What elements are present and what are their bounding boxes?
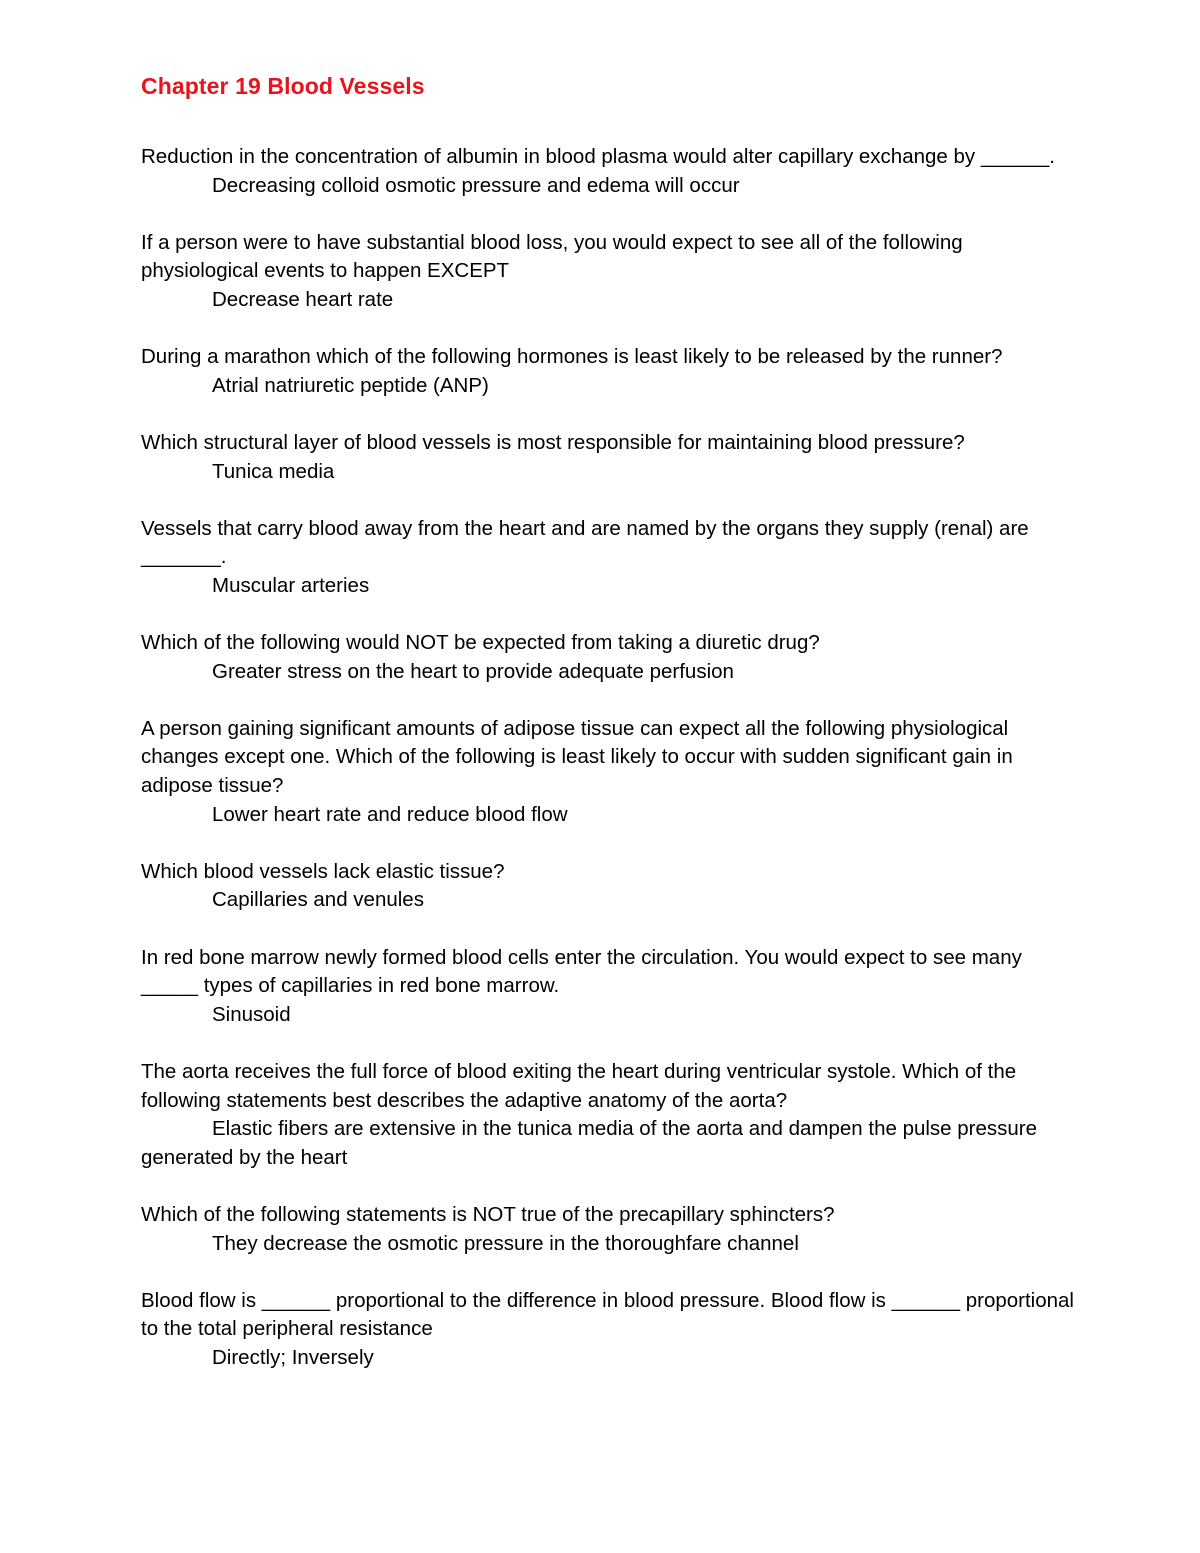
qa-item [141, 143, 1081, 200]
answer-text: Elastic fibers are extensive in the tunica media of the aorta and dampen the pulse pressure generated by the heart [141, 1117, 1038, 1169]
answer-text: Greater stress on the heart to provide adequate perfusion [212, 659, 734, 683]
qa-item [141, 429, 1081, 486]
question-text: Which blood vessels lack elastic tissue? [141, 859, 505, 883]
qa-item [141, 944, 1081, 1030]
question-text: A person gaining significant amounts of adipose tissue can expect all the following physiological changes except one. Which of the following is least likely to occur with sudden significant gain in adipose tissue? [141, 716, 1013, 798]
answer-text: Sinusoid [212, 1002, 291, 1026]
answer-text: Decreasing colloid osmotic pressure and edema will occur [212, 173, 740, 197]
qa-item [141, 1201, 1081, 1258]
qa-item [141, 515, 1081, 601]
answer-text: Directly; Inversely [212, 1345, 374, 1369]
question-text: Reduction in the concentration of albumin in blood plasma would alter capillary exchange by ______. [141, 145, 1055, 168]
question-text: Vessels that carry blood away from the heart and are named by the organs they supply (renal) are _______. [141, 516, 1029, 569]
answer-text: Tunica media [212, 459, 335, 483]
question-text: Blood flow is ______ proportional to the difference in blood pressure. Blood flow is ______ proportional to the total peripheral resistance [141, 1288, 1074, 1341]
qa-item [141, 343, 1081, 400]
question-text: If a person were to have substantial blood loss, you would expect to see all of the following physiological events to happen EXCEPT [141, 230, 963, 283]
question-text: In red bone marrow newly formed blood cells enter the circulation. You would expect to see many _____ types of capillaries in red bone marrow. [141, 945, 1022, 998]
question-text: The aorta receives the full force of blood exiting the heart during ventricular systole. Which of the following statements best describes the adaptive anatomy of the aorta? [141, 1060, 1017, 1112]
qa-item [141, 229, 1081, 315]
page-title: Chapter 19 Blood Vessels [141, 73, 425, 99]
question-text: Which of the following would NOT be expected from taking a diuretic drug? [141, 631, 820, 655]
answer-text: They decrease the osmotic pressure in the thoroughfare channel [212, 1231, 799, 1255]
question-text: Which structural layer of blood vessels is most responsible for maintaining blood pressure? [141, 430, 965, 454]
question-text: Which of the following statements is NOT true of the precapillary sphincters? [141, 1202, 835, 1226]
answer-text: Muscular arteries [212, 573, 370, 597]
answer-text: Lower heart rate and reduce blood flow [212, 802, 568, 826]
qa-item [141, 715, 1081, 829]
qa-item [141, 629, 1081, 686]
answer-text: Decrease heart rate [212, 287, 394, 311]
question-text: During a marathon which of the following hormones is least likely to be released by the runner? [141, 345, 1003, 369]
qa-item [141, 1058, 1081, 1172]
qa-item [141, 1287, 1081, 1373]
answer-text: Capillaries and venules [212, 888, 424, 912]
answer-text: Atrial natriuretic peptide (ANP) [212, 373, 489, 397]
question-list [141, 143, 1081, 1401]
qa-item [141, 858, 1081, 915]
